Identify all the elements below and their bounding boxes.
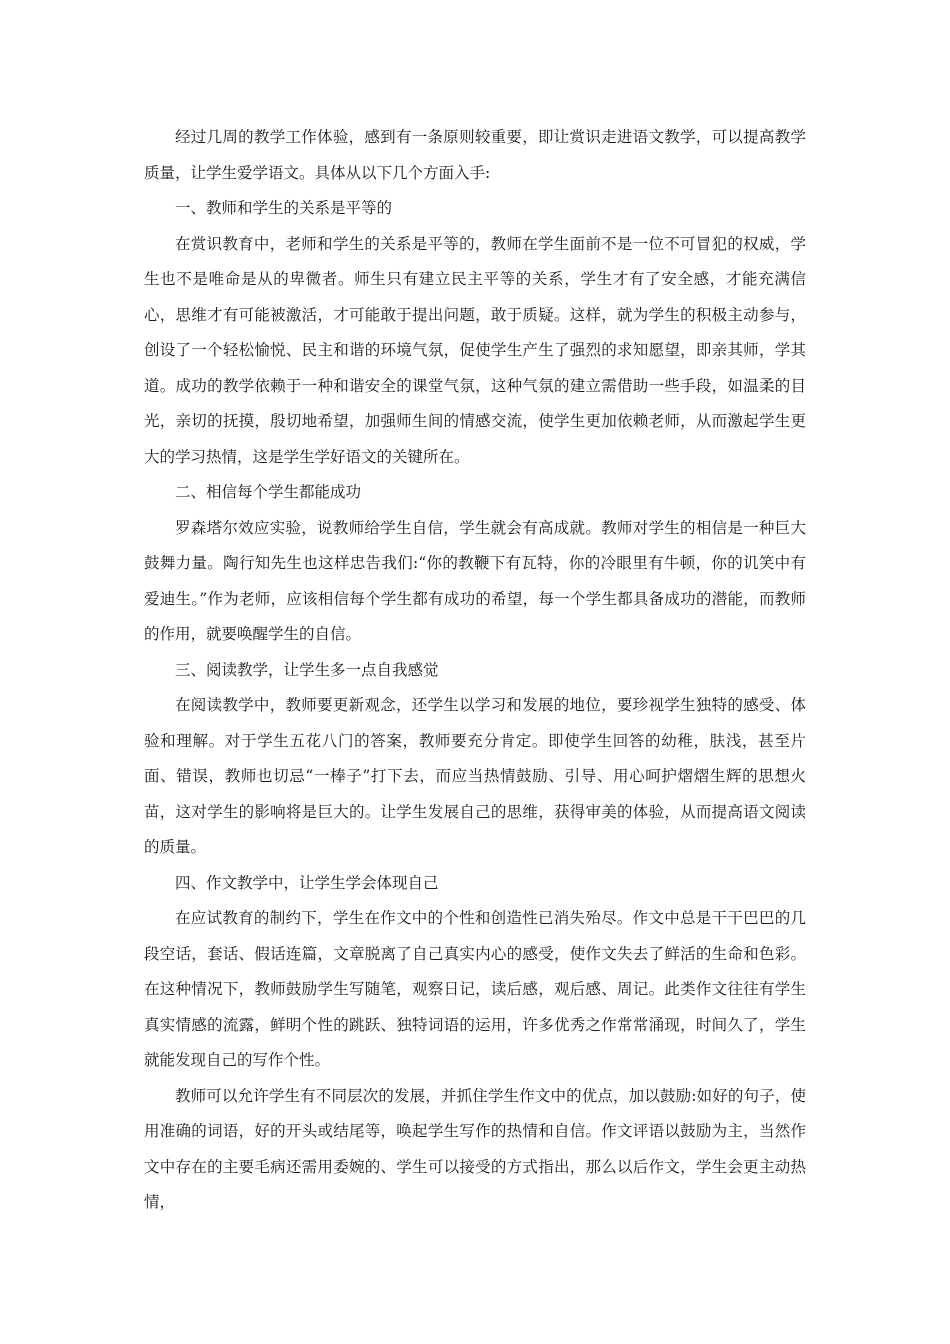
document-body xyxy=(144,120,806,1221)
section-2-paragraph-1: 罗森塔尔效应实验，说教师给学生自信，学生就会有高成就。教师对学生的相信是一种巨大鼓舞力量。陶行知先生也这样忠告我们:“你的教鞭下有瓦特，你的冷眼里有牛顿，你的讥笑中有爱迪生。”作为老师，应该相信每个学生都有成功的希望，每一个学生都具备成功的潜能，而教师的作用，就要唤醒学生的自信。 xyxy=(144,518,806,643)
section-4-paragraph-2: 教师可以允许学生有不同层次的发展，并抓住学生作文中的优点，加以鼓励:如好的句子，使用准确的词语，好的开头或结尾等，唤起学生写作的热情和自信。作文评语以鼓励为主，当然作文中存在的主要毛病还需用委婉的、学生可以接受的方式指出，那么以后作文，学生会更主动热情， xyxy=(144,1086,806,1211)
section-heading-2: 二、相信每个学生都能成功 xyxy=(175,483,362,501)
section-4-paragraph-1: 在应试教育的制约下，学生在作文中的个性和创造性已消失殆尽。作文中总是干干巴巴的几段空话，套话、假话连篇，文章脱离了自己真实内心的感受，使作文失去了鲜活的生命和色彩。在这种情况下，教师鼓励学生写随笔，观察日记，读后感，观后感、周记。此类作文往往有学生真实情感的流露，鲜明个性的跳跃、独特词语的运用，许多优秀之作常常涌现，时间久了，学生就能发现自己的写作个性。 xyxy=(144,909,806,1069)
section-heading-4: 四、作文教学中，让学生学会体现自己 xyxy=(175,873,439,892)
intro-paragraph: 经过几周的教学工作体验，感到有一条原则较重要，即让赏识走进语文教学，可以提高教学质量，让学生爱学语文。具体从以下几个方面入手: xyxy=(144,128,806,182)
section-heading-1: 一、教师和学生的关系是平等的 xyxy=(175,199,393,217)
section-3-paragraph-1: 在阅读教学中，教师要更新观念，还学生以学习和发展的地位，要珍视学生独特的感受、体验和理解。对于学生五花八门的答案，教师要充分肯定。即使学生回答的幼稚，肤浅，甚至片面、错误，教师也切忌“一棒子”打下去，而应当热情鼓励、引导、用心呵护熠熠生辉的思想火苗，这对学生的影响将是巨大的。让学生发展自己的思维，获得审美的体验，从而提高语文阅读的质量。 xyxy=(144,696,806,856)
section-1-paragraph-1: 在赏识教育中，老师和学生的关系是平等的，教师在学生面前不是一位不可冒犯的权威，学生也不是唯命是从的卑微者。师生只有建立民主平等的关系，学生才有了安全感，才能充满信心，思维才有可能被激活，才可能敢于提出问题，敢于质疑。这样，就为学生的积极主动参与，创设了一个轻松愉悦、民主和谐的环境气氛，促使学生产生了强烈的求知愿望，即亲其师，学其道。成功的教学依赖于一种和谐安全的课堂气氛，这种气氛的建立需借助一些手段，如温柔的目光，亲切的抚摸，殷切地希望，加强师生间的情感交流，使学生更加依赖老师，从而激起学生更大的学习热情，这是学生学好语文的关键所在。 xyxy=(144,234,806,466)
section-heading-3: 三、阅读教学，让学生多一点自我感觉 xyxy=(175,660,439,679)
